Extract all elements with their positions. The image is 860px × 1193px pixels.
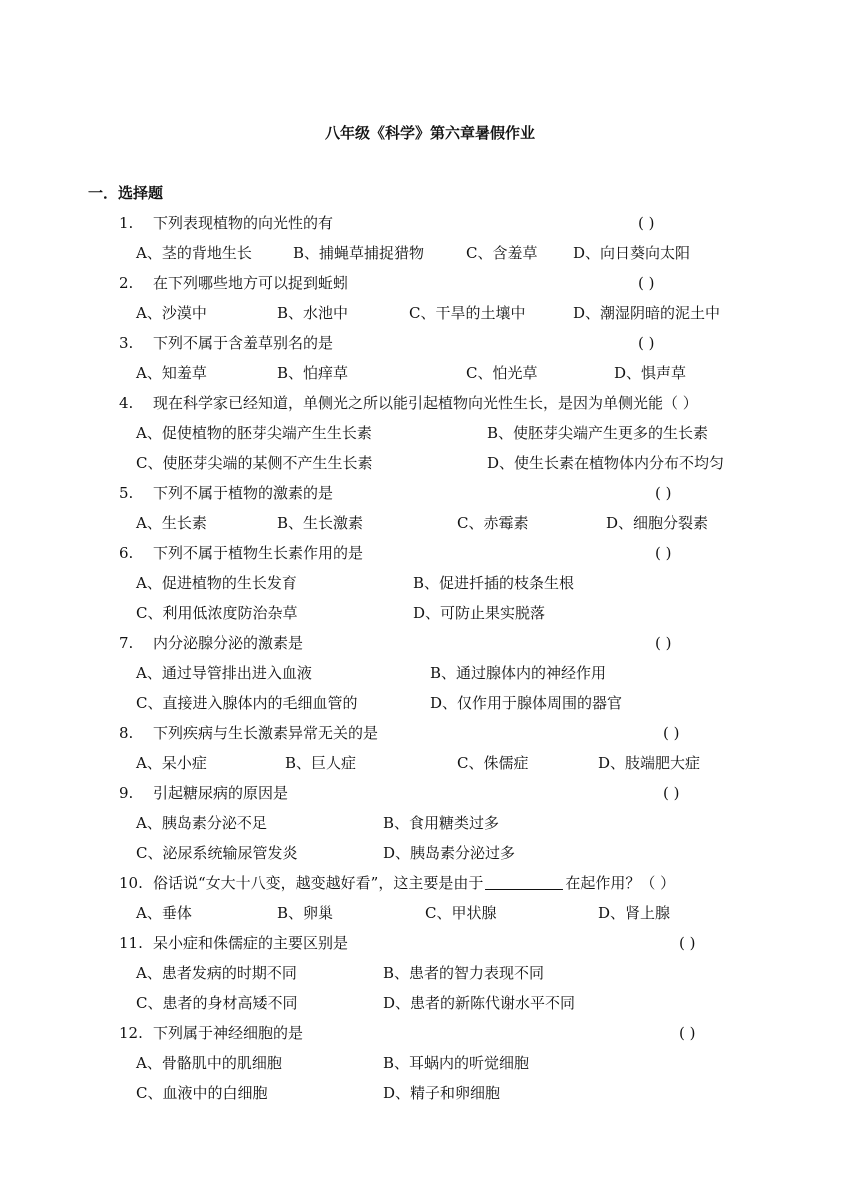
question-number: 4. <box>119 394 134 412</box>
question-number: 8. <box>119 724 134 742</box>
option: B、食用糖类过多 <box>383 814 500 832</box>
option: A、茎的背地生长 <box>136 244 252 262</box>
option: D、惧声草 <box>614 364 687 382</box>
option: C、赤霉素 <box>457 514 529 532</box>
option: A、沙漠中 <box>136 304 207 322</box>
option: D、仅作用于腺体周围的器官 <box>430 694 623 712</box>
question-text-before: 俗话说“女大十八变，越变越好看”，这主要是由于 <box>153 874 484 892</box>
option: D、向日葵向太阳 <box>573 244 691 262</box>
option: C、利用低浓度防治杂草 <box>136 604 298 622</box>
option: B、怕痒草 <box>277 364 349 382</box>
question-text: 下列不属于含羞草别名的是 <box>153 334 334 352</box>
option: A、通过导管排出进入血液 <box>136 664 312 682</box>
answer-paren: ( ) <box>655 634 672 652</box>
question-text: 下列不属于植物生长素作用的是 <box>153 544 364 562</box>
option: A、患者发病的时期不同 <box>136 964 297 982</box>
option: B、巨人症 <box>285 754 357 772</box>
option: D、肢端肥大症 <box>598 754 701 772</box>
section-heading: 一．选择题 <box>88 184 164 202</box>
option: B、患者的智力表现不同 <box>383 964 545 982</box>
option: B、使胚芽尖端产生更多的生长素 <box>487 424 709 442</box>
option: A、垂体 <box>136 904 192 922</box>
option: A、呆小症 <box>136 754 207 772</box>
answer-paren: ( ) <box>663 784 680 802</box>
question-text: 引起糖尿病的原因是 <box>153 784 289 802</box>
option: B、通过腺体内的神经作用 <box>430 664 607 682</box>
option: C、血液中的白细胞 <box>136 1084 268 1102</box>
option: A、知羞草 <box>136 364 207 382</box>
question-number: 6. <box>119 544 134 562</box>
answer-paren: ( ) <box>679 1024 696 1042</box>
answer-paren: ( ) <box>655 484 672 502</box>
question-text: 下列疾病与生长激素异常无关的是 <box>153 724 379 742</box>
fill-in-blank[interactable] <box>485 875 563 890</box>
question-text: 现在科学家已经知道，单侧光之所以能引起植物向光性生长，是因为单侧光能（ ） <box>153 394 698 412</box>
option: D、胰岛素分泌过多 <box>383 844 516 862</box>
option: C、含羞草 <box>466 244 538 262</box>
option: D、潮湿阴暗的泥土中 <box>573 304 721 322</box>
option: D、细胞分裂素 <box>606 514 709 532</box>
answer-paren: ( ) <box>663 724 680 742</box>
option: D、精子和卵细胞 <box>383 1084 501 1102</box>
answer-paren: ( ) <box>638 214 655 232</box>
option: B、耳蜗内的听觉细胞 <box>383 1054 530 1072</box>
question-text-after: 在起作用？（ ） <box>565 874 676 892</box>
answer-paren: ( ) <box>638 274 655 292</box>
question-number: 11. <box>119 934 143 952</box>
option: A、胰岛素分泌不足 <box>136 814 267 832</box>
question-text: 下列表现植物的向光性的有 <box>153 214 334 232</box>
option: A、促使植物的胚芽尖端产生生长素 <box>136 424 372 442</box>
page-title: 八年级《科学》第六章暑假作业 <box>324 124 535 142</box>
question-text: 下列属于神经细胞的是 <box>153 1024 304 1042</box>
option: C、患者的身材高矮不同 <box>136 994 298 1012</box>
option: C、侏儒症 <box>457 754 529 772</box>
question-text: 内分泌腺分泌的激素是 <box>153 634 304 652</box>
question-text: 下列不属于植物的激素的是 <box>153 484 334 502</box>
option: A、生长素 <box>136 514 207 532</box>
question-number: 1. <box>119 214 134 232</box>
answer-paren: ( ) <box>638 334 655 352</box>
question-text: 呆小症和侏儒症的主要区别是 <box>153 934 349 952</box>
option: B、促进扦插的枝条生根 <box>413 574 575 592</box>
option: B、生长激素 <box>277 514 364 532</box>
option: B、水池中 <box>277 304 349 322</box>
question-number: 9. <box>119 784 134 802</box>
question-number: 2. <box>119 274 134 292</box>
answer-paren: ( ) <box>679 934 696 952</box>
option: D、肾上腺 <box>598 904 671 922</box>
option: C、干旱的土壤中 <box>409 304 526 322</box>
option: B、卵巢 <box>277 904 334 922</box>
question-text <box>153 873 675 893</box>
option: C、怕光草 <box>466 364 538 382</box>
option: B、捕蝇草捕捉猎物 <box>293 244 425 262</box>
option: C、使胚芽尖端的某侧不产生生长素 <box>136 454 373 472</box>
question-number: 3. <box>119 334 134 352</box>
option: A、骨骼肌中的肌细胞 <box>136 1054 282 1072</box>
question-number: 5. <box>119 484 134 502</box>
option: D、使生长素在植物体内分布不均匀 <box>487 454 725 472</box>
question-number: 10. <box>119 874 143 892</box>
option: C、直接进入腺体内的毛细血管的 <box>136 694 358 712</box>
option: D、患者的新陈代谢水平不同 <box>383 994 576 1012</box>
option: C、甲状腺 <box>425 904 497 922</box>
option: A、促进植物的生长发育 <box>136 574 297 592</box>
question-number: 7. <box>119 634 134 652</box>
question-number: 12. <box>119 1024 143 1042</box>
question-text: 在下列哪些地方可以捉到蚯蚓 <box>153 274 349 292</box>
answer-paren: ( ) <box>655 544 672 562</box>
option: C、泌尿系统输尿管发炎 <box>136 844 298 862</box>
option: D、可防止果实脱落 <box>413 604 546 622</box>
